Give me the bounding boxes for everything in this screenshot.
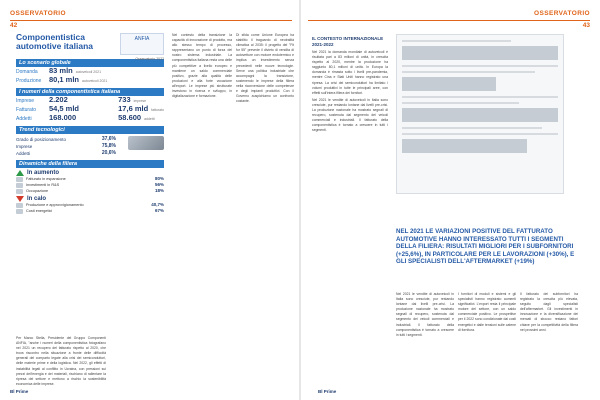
anfia-logo: ANFIA <box>120 33 164 55</box>
section-label-right: OSSERVATORIO <box>534 10 590 17</box>
numbers-row: 17,6 mld fatturato <box>118 104 164 113</box>
document-image <box>396 34 564 194</box>
dynamics-item: Costi energetici 67% <box>16 208 164 214</box>
chart-icon <box>16 177 23 182</box>
page-number-left: 42 <box>10 22 18 29</box>
bottom-column-1: Nel 2021 le vendite di autoveicoli in Italia sono cresciute, pur restando lontane dai livelli pre-crisi. La produzione nazionale ha mostrato segnali di recupero, sostenuta dal segmento dei veicoli commerciali e industriali. Il fatturato della componentistica è tornato a crescere in tutti i segmenti. <box>396 292 454 337</box>
chart-icon <box>16 189 23 194</box>
arrow-up-icon <box>16 170 24 176</box>
band-numbers: I numeri della componentistica italiana <box>16 88 164 96</box>
context-column: Nel 2021 la domanda mondiale di autoveicoli è risultata pari a 83 milioni di unità, in crescita rispetto al 2020, mentre la produzione ha raggiunto 80,1 milioni di unità. In Europa la domanda è rimasta sotto i livelli pre-pandemia, mentre Cina e Stati Uniti hanno registrato una ripresa. La crisi dei semiconduttori ha limitato i volumi produttivi in tutte le principali aree, con effetti sull'intera filiera dei fornitori. Nel 2021 le vendite di autoveicoli in Italia sono cresciute, pur restando lontane dai livelli pre-crisi. La produzione nazionale ha mostrato segnali di recupero, sostenuta dal segmento dei veicoli commerciali e industriali. Il fatturato della componentistica è tornato a crescere in tutti i segmenti. <box>312 50 388 133</box>
numbers-row: Fatturato 54,5 mld <box>16 104 80 113</box>
up-heading: In aumento <box>16 170 164 176</box>
component-image <box>128 136 164 150</box>
chart-icon <box>16 203 23 208</box>
band-scenario: Lo scenario globale <box>16 59 164 67</box>
trend-row: Addetti 20,6% <box>16 150 116 156</box>
trend-row: Grado di posizionamento 37,6% <box>16 136 116 142</box>
footer-brand-right: Bl Prime <box>318 389 337 394</box>
bottom-column-2: I fornitori di moduli e sistemi e gli specialisti hanno registrato aumenti significativi. L'export resta il principale motore del settore, con un saldo commerciale positivo. Le prospettive per il 2022 sono condizionate dai costi energetici e dalle tensioni sulle catene di fornitura. <box>458 292 516 332</box>
numbers-row: 733 imprese <box>118 95 147 104</box>
page-gutter <box>299 0 301 400</box>
chart-icon <box>16 183 23 188</box>
body-column-1: Nel contesto della transizione la capacità di innovazione di prodotto, ma allo stesso tempo di processo, rappresentano un punto di forza del nostro sistema industriale. La componentistica italiana resta una delle più competitive a livello europeo e mantiene un saldo commerciale positivo, grazie alla qualità delle produzioni e alla forte vocazione all'export. Le imprese più strutturate investono in ricerca e sviluppo, in digitalizzazione e formazione. <box>172 33 232 99</box>
scenario-row: Domanda 83 mln autoveicoli 2021 <box>16 66 102 75</box>
scenario-row: Produzione 80,1 mln autoveicoli 2021 <box>16 75 108 84</box>
section-label-left: OSSERVATORIO <box>10 10 66 17</box>
band-dynamics: Dinamiche della filiera <box>16 160 164 168</box>
arrow-down-icon <box>16 196 24 202</box>
dynamics-item: Occupazione 18% <box>16 188 164 194</box>
context-title: IL CONTESTO INTERNAZIONALE 2021-2022 <box>312 36 384 47</box>
infographic <box>16 33 164 333</box>
pull-quote: NEL 2021 LE VARIAZIONI POSITIVE DEL FATTURATO AUTOMOTIVE HANNO INTERESSATO TUTTI I SEGMENTI DELLA FILIERA: RISULTATI MIGLIORI PER I SUBFORNITORI (+25,6%), IN PARTICOLARE PER LE LAVORAZIONI (+30%), E GLI SPECIALISTI DELL'AFTERMARKET (+19%) <box>396 228 575 266</box>
bottom-column-3: Il fatturato dei subfornitori ha registrato la crescita più elevata, seguito dagli specialisti dell'aftermarket. Gli investimenti in innovazione e la diversificazione dei mercati di sbocco restano fattori chiave per la competitività della filiera nei prossimi anni. <box>520 292 578 332</box>
header-rule-right <box>308 20 590 21</box>
footer-brand-left: Bl Prime <box>10 389 29 394</box>
dynamics-item: Fatturato in espansione 80% <box>16 176 164 182</box>
dynamics-item: Investimenti in R&S 56% <box>16 182 164 188</box>
dynamics-item: Produzione e approvvigionamento 40,7% <box>16 202 164 208</box>
trend-block <box>16 136 164 157</box>
body-column-3: Per Marco Stella, Presidente del Gruppo Componenti ANFIA, "anche i numeri della componentistica fotografano nel 2021 un recupero del fatturato rispetto al 2020, che trova riscontro nella situazione a fronte delle difficoltà generali del comparto legate alla crisi dei semiconduttori, delle materie prime e della logistica. Nel 2022, gli effetti di instabilità legati al conflitto in Ucraina, con pressioni sui prezzi dell'energia e dei materiali, rischiano di rallentare la ripresa del settore e mettono a rischio la sostenibilità economica delle imprese. <box>16 336 106 386</box>
down-heading: In calo <box>16 196 164 202</box>
numbers-row: Addetti 168.000 <box>16 113 77 122</box>
numbers-row: 58.600 addetti <box>118 113 155 122</box>
numbers-grid <box>16 96 164 123</box>
infographic-title: Componentistica automotive italiana <box>16 32 93 51</box>
chart-icon <box>16 209 23 214</box>
trend-row: Imprese 75,8% <box>16 143 116 149</box>
infographic-date: Osservatorio 2022 <box>135 57 164 61</box>
band-trend: Trend tecnologici <box>16 126 164 134</box>
header-rule-left <box>10 20 292 21</box>
page-number-right: 43 <box>582 22 590 29</box>
numbers-row: Imprese 2.202 <box>16 95 68 104</box>
body-column-2: Di sfida come Unione Europea ha stabilito il traguardo di neutralità climatica al 2035: il progetto del "Fit for 55" prevede il divieto di vendita di autovetture con motore endotermico e implica un investimento senza precedenti nelle nuove tecnologie. Serve una politica industriale che accompagni la transizione, sostenendo le imprese della filiera nella riconversione delle competenze e degli impianti produttivi. Con il Governo auspichiamo un confronto costante. <box>236 33 294 104</box>
